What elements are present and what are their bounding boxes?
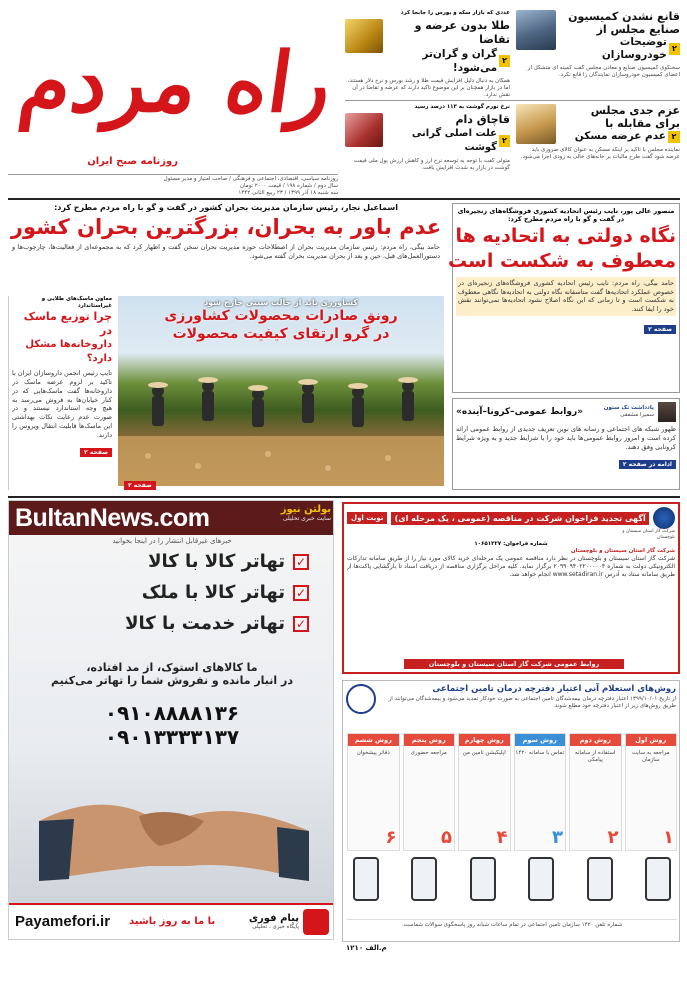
union-story-page: صفحه ۲ bbox=[644, 325, 676, 334]
social-security-logo bbox=[346, 684, 376, 714]
insurance-ad[interactable] bbox=[342, 680, 680, 942]
main-story-kicker: اسماعیل نجار، رئیس سازمان مدیریت بحران کشور در گفت و گو با راه مردم مطرح کرد: bbox=[54, 203, 398, 212]
teaser-car[interactable] bbox=[516, 10, 680, 98]
insurance-step-desc: استفاده از سامانه پیامکی bbox=[574, 750, 616, 764]
masthead-info bbox=[8, 174, 338, 197]
teaser-gold-headline-2: گران و گران‌تر می‌شود! bbox=[422, 48, 498, 75]
teaser-meat-body: متولی گفت با توجه به توسعه نرخ ارز و کاهش ارزش پول ملی قیمت گوشت در بازار به شدت افزایش یافت. bbox=[353, 158, 510, 172]
main-story-page-label: صفحه ۲ bbox=[124, 481, 156, 490]
barter-item-3-label: تهاتر خدمت با کالا bbox=[125, 613, 285, 634]
barter-item-1-label: تهاتر کالا با کالا bbox=[148, 551, 285, 572]
bultan-ad-header bbox=[9, 501, 334, 535]
main-story-body: حامد بیگی، راه مردم: رئیس سازمان مدیریت بحران از اصطلاحات حوزه مدیریت بحران سخن گفت و اظهار کرد که به مجموعه‌ای از فعالیت‌ها، چارچوب‌ها و دستورالعمل‌های قبل، حین و بعد از بحران مدیریت بحران گفته می‌شود. bbox=[12, 243, 440, 260]
insurance-title: روش‌های استعلام آنی اعتبار دفترچه درمان تامین اجتماعی bbox=[432, 684, 676, 694]
union-story-body: حامد بیگی، راه مردم: نایب رئیس اتحادیه کشوری فروشگاه‌های زنجیره‌ای در خصوص عملکرد اتحادیه‌ها گفت متاسفانه نگاه دولتی به اتحادیه‌ها نگاهی معطوف به شکست است و تا زمانی که این نگاه اصلاح نشود اتحادیه‌ها نمی‌توانند نقش خود را ایفا کنند. bbox=[456, 277, 676, 316]
teaser-car-headline-2: صنایع مجلس از bbox=[596, 23, 680, 36]
meat-image bbox=[345, 113, 383, 147]
mask-story-page: صفحه ۲ bbox=[80, 448, 112, 457]
insurance-steps bbox=[347, 733, 677, 851]
insurance-body: از تاریخ ۱۳۹۹/۱۰/۰۱ اعتبار دفترچه درمان بیمه‌شدگان تامین اجتماعی به صورت خودکار تمدید می‌شود و بیمه‌شدگان می‌توانند از طریق روش‌های زیر از اعتبار دفترچه خود مطلع شوند. bbox=[388, 696, 676, 710]
teaser-housing-headline-2: برای مقابله با bbox=[605, 117, 680, 130]
column-author: سمیرا مشفقی bbox=[620, 412, 654, 418]
column-body: ظهور شبکه های اجتماعی و رسانه های نوین تعریف جدیدی از روابط عمومی ارائه کرده است و امروز روابط عمومی‌ها باید خود را با شرایط جدید و به ویژه شرایط کرونایی وفق دهند. bbox=[456, 425, 676, 451]
union-story-headline-1: نگاه دولتی به اتحادیه ها bbox=[455, 224, 676, 247]
teaser-gold[interactable] bbox=[345, 10, 510, 98]
tender-body: شرکت گاز استان سیستان و بلوچستان در نظر دارد مناقصه عمومی یک مرحله‌ای خرید کالای مورد نیاز را از طریق سامانه تدارکات الکترونیکی دولت به شماره ۲۰۹۹۰۹۴۰۲۲۰۰۰۰۰۴ برگزار نماید. کلیه مراحل برگزاری مناقصه از دریافت اسناد تا بازگشایی پاکت‌ها از طریق سامانه ستاد به آدرس www.setadiran.ir انجام خواهد شد. bbox=[347, 554, 675, 579]
column-page: ادامه در صفحه ۲ bbox=[619, 460, 676, 469]
phone-icon bbox=[528, 857, 554, 901]
teaser-gold-headline-1: طلا بدون عرضه و تقاضا bbox=[414, 19, 510, 47]
gas-company-caption: شرکت گاز استان سیستان و بلوچستان bbox=[622, 529, 675, 540]
phone-icon bbox=[645, 857, 671, 901]
insurance-step bbox=[403, 733, 456, 851]
mask-story-headline-2: داروخانه‌ها مشکل دارد؟ bbox=[25, 339, 112, 365]
main-story-headline: عدم باور به بحران، بزرگترین بحران کشور bbox=[10, 215, 442, 239]
mask-story[interactable] bbox=[8, 296, 112, 490]
farm-photo-headline-1: رونق صادرات محصولات کشاورزی bbox=[164, 308, 398, 324]
teaser-housing-headline-1: عزم جدی مجلس bbox=[590, 104, 680, 117]
check-icon: ✓ bbox=[293, 554, 309, 570]
masthead-info-2: سال دوم / شماره ۱۹۸ / قیمت ۲۰۰۰ تومان bbox=[239, 183, 338, 190]
insurance-step bbox=[458, 733, 511, 851]
bultan-brand-sub: سایت خبری تحلیلی bbox=[282, 515, 331, 522]
house-image bbox=[516, 104, 556, 144]
payamefori-logo-icon bbox=[303, 909, 329, 935]
barter-item-1 bbox=[49, 551, 309, 572]
phone-icon bbox=[353, 857, 379, 901]
masthead-rule bbox=[8, 198, 680, 200]
phone-mockups bbox=[353, 857, 671, 901]
check-icon: ✓ bbox=[293, 616, 309, 632]
check-icon: ✓ bbox=[293, 585, 309, 601]
main-story[interactable] bbox=[8, 202, 444, 492]
teaser-meat-headline-2: علت اصلی گرانی گوشت bbox=[411, 128, 497, 154]
masthead-logo: راه مردم bbox=[14, 35, 338, 131]
phone-1[interactable]: ۰۹۱۰۸۸۸۸۱۳۶ bbox=[104, 701, 240, 725]
phone-icon bbox=[470, 857, 496, 901]
phone-icon bbox=[587, 857, 613, 901]
union-story[interactable] bbox=[448, 203, 680, 393]
column-label: یادداشت تک ستون bbox=[603, 404, 654, 411]
teaser-car-body: سخنگوی کمیسیون صنایع و معادن مجلس گفت کمیته ای متشکل از اعضای کمیسیون خودروسازان نمایندگان را قانع نکرد. bbox=[527, 65, 680, 79]
teaser-gold-page: ۲ bbox=[499, 55, 510, 67]
payamefori-brand-sub: پایگاه خبری ، تحلیلی bbox=[252, 923, 299, 930]
barter-text-2: در انبار مانده و نفروش شما را تهاتر می‌کنیم bbox=[51, 674, 293, 687]
main-story-page bbox=[124, 472, 156, 491]
insurance-step-desc: مراجعه به سایت سازمان bbox=[631, 750, 670, 764]
barter-item-2 bbox=[49, 582, 309, 603]
payamefori-brand: پیام فوری bbox=[248, 912, 299, 924]
teaser-meat[interactable] bbox=[345, 104, 510, 194]
tender-company: شرکت گاز استان سیستان و بلوچستان bbox=[570, 547, 675, 554]
bultan-ad[interactable] bbox=[8, 500, 334, 940]
insurance-step-desc: اپلیکیشن تامین من bbox=[462, 750, 506, 756]
teaser-housing[interactable] bbox=[516, 104, 680, 194]
insurance-step-label: روش پنجم bbox=[404, 734, 455, 746]
insurance-step-num: ۱ bbox=[663, 827, 674, 848]
payamefori-site[interactable]: Payamefori.ir bbox=[15, 913, 111, 930]
barter-phones bbox=[9, 701, 334, 749]
insurance-step-label: روش چهارم bbox=[459, 734, 510, 746]
farm-photo-kicker: کشاورزی باید از حالت سنتی خارج شود bbox=[204, 298, 358, 307]
bultan-tagline: خبرهای غیرقابل انتشار را در اینجا بخوانید bbox=[112, 537, 232, 545]
gas-company-logo bbox=[653, 507, 675, 529]
insurance-step bbox=[514, 733, 567, 851]
bultan-site: BultanNews.com bbox=[15, 504, 210, 532]
car-factory-image bbox=[516, 10, 556, 50]
masthead bbox=[8, 8, 338, 198]
barter-list bbox=[49, 551, 309, 634]
teaser-meat-kicker: نرخ تورم گوشت به ۱۱۳ درصد رسید bbox=[414, 104, 510, 110]
insurance-step-desc: تماس با سامانه ۱۴۲۰ bbox=[515, 750, 565, 756]
barter-text bbox=[9, 661, 334, 687]
barter-item-2-label: تهاتر کالا با ملک bbox=[141, 582, 285, 603]
union-story-kicker: منصور عالی پور، نایب رئیس اتحادیه کشوری فروشگاه‌های زنجیره‌ای در گفت و گو با راه مردم مطرح کرد: bbox=[457, 207, 675, 224]
teaser-car-headline-3: توضیحات خودروسازان bbox=[601, 36, 667, 61]
insurance-step bbox=[347, 733, 400, 851]
teaser-gold-kicker: عددی که بازار سکه و بورس را جابجا کرد bbox=[400, 10, 510, 16]
union-story-headline-2: معطوف به شکست است bbox=[448, 249, 676, 272]
column-title: «روابط عمومی–کرونا–آینده» bbox=[456, 407, 583, 417]
insurance-step-num: ۳ bbox=[552, 827, 563, 848]
insurance-step-desc: دفاتر پیشخوان bbox=[356, 750, 390, 756]
masthead-subtitle: روزنامه صبح ایران bbox=[87, 156, 178, 167]
payamefori-brand-box bbox=[249, 909, 329, 935]
insurance-step-num: ۵ bbox=[441, 827, 452, 848]
teaser-housing-page: ۲ bbox=[668, 131, 680, 143]
farm-photo-headline-2: در گرو ارتقای کیفیت محصولات bbox=[172, 326, 390, 342]
mask-story-body: تایپ رئیس انجمن داروسازان ایران با تاکید بر لزوم عرضه ماسک در داروخانه‌ها گفت ماسک‌هایی که در کنار خیابان‌ها به فروش می‌رسد به هیچ وجه استاندارد نیستند و در صورت عدم رعایت نکات بهداشتی این ماسک‌ها قابلیت انتقال ویروس را دارند. bbox=[12, 369, 112, 439]
masthead-info-1: روزنامه سیاسی، اقتصادی، اجتماعی و فرهنگی / صاحب امتیاز و مدیر مسئول bbox=[8, 174, 338, 183]
payamefori-slogan: با ما به روز باشید bbox=[129, 916, 216, 927]
ad-code: م.الف ۱۲۱۰ bbox=[346, 944, 387, 952]
bultan-brand: بولتن نیوز bbox=[280, 504, 331, 515]
teaser-meat-headline-1: قاچاق دام bbox=[455, 113, 510, 127]
tender-ad[interactable] bbox=[342, 502, 680, 674]
teaser-housing-body: نماینده مجلس با تاکید بر اینکه مسکن به عنوان کالای ضروری باید عرضه شود گفت طرح مالیات بر خانه‌های خالی به زودی اجرا می‌شود. bbox=[520, 147, 680, 161]
teaser-housing-headline-3: عدم عرضه مسکن bbox=[574, 130, 666, 142]
teaser-car-page: ۲ bbox=[669, 43, 680, 55]
phone-2[interactable]: ۰۹۰۱۳۳۳۳۱۳۷ bbox=[104, 725, 240, 749]
insurance-step-label: روش اول bbox=[626, 734, 677, 746]
insurance-footer: شماره تلفن ۱۴۲۰ سازمان تامین اجتماعی در تمام ساعات شبانه روز پاسخگوی سوالات شماست. bbox=[347, 919, 677, 929]
insurance-step-num: ۶ bbox=[385, 827, 397, 848]
tender-title: آگهی تجدید فراخوان شرکت در مناقصه (عمومی ، یک مرحله ای) bbox=[391, 512, 649, 525]
phone-icon bbox=[411, 857, 437, 901]
mid-rule bbox=[8, 496, 680, 498]
handshake-icon bbox=[39, 761, 309, 891]
column[interactable] bbox=[452, 398, 680, 490]
barter-text-1: ما کالاهای استوک، از مد افتاده، bbox=[86, 661, 258, 674]
insurance-step-label: روش ششم bbox=[348, 734, 399, 746]
insurance-step bbox=[569, 733, 622, 851]
mask-story-headline-1: چرا توزیع ماسک در bbox=[23, 310, 112, 338]
teaser-meat-page: ۲ bbox=[499, 135, 510, 147]
insurance-step-num: ۲ bbox=[607, 827, 619, 848]
teaser-divider bbox=[345, 100, 680, 101]
insurance-step-label: روش سوم bbox=[515, 734, 566, 746]
bultan-brand-box bbox=[245, 504, 331, 532]
mask-story-kicker: معاون ماسک‌های طلایی و غیراستاندارد bbox=[41, 296, 112, 310]
tender-number: شماره فراخوان: ۱۰۶۵۱۳۲۷ bbox=[474, 540, 548, 547]
barter-item-3 bbox=[49, 613, 309, 634]
insurance-step-num: ۴ bbox=[496, 827, 508, 848]
insurance-step-desc: مراجعه حضوری bbox=[410, 750, 447, 756]
teaser-car-headline-1: قانع نشدن کمیسیون bbox=[568, 10, 680, 23]
teaser-gold-body: همگان به دنبال دلیل افزایش قیمت طلا و رشد بورس و نرخ دلار هستند، اما در بازار همچنان بر این موضوع تاکید دارند که عرضه و تقاضا در آن نقش ندارد. bbox=[347, 78, 510, 99]
insurance-step bbox=[625, 733, 678, 851]
column-author-photo bbox=[658, 402, 676, 422]
farm-photo bbox=[118, 296, 444, 486]
tender-footer: روابط عمومی شرکت گاز استان سیستان و بلوچستان bbox=[404, 659, 624, 669]
gold-coins-image bbox=[345, 19, 383, 53]
payamefori-footer bbox=[9, 903, 334, 940]
masthead-info-3: سه شنبه ۱۸ آذر ۱۳۹۹ / ۲۳ ربیع الثانی ۱۴۴۲ bbox=[238, 190, 338, 197]
insurance-step-label: روش دوم bbox=[570, 734, 621, 746]
tender-badge: نوبت اول bbox=[347, 512, 387, 524]
farm-photo-caption bbox=[118, 298, 444, 343]
